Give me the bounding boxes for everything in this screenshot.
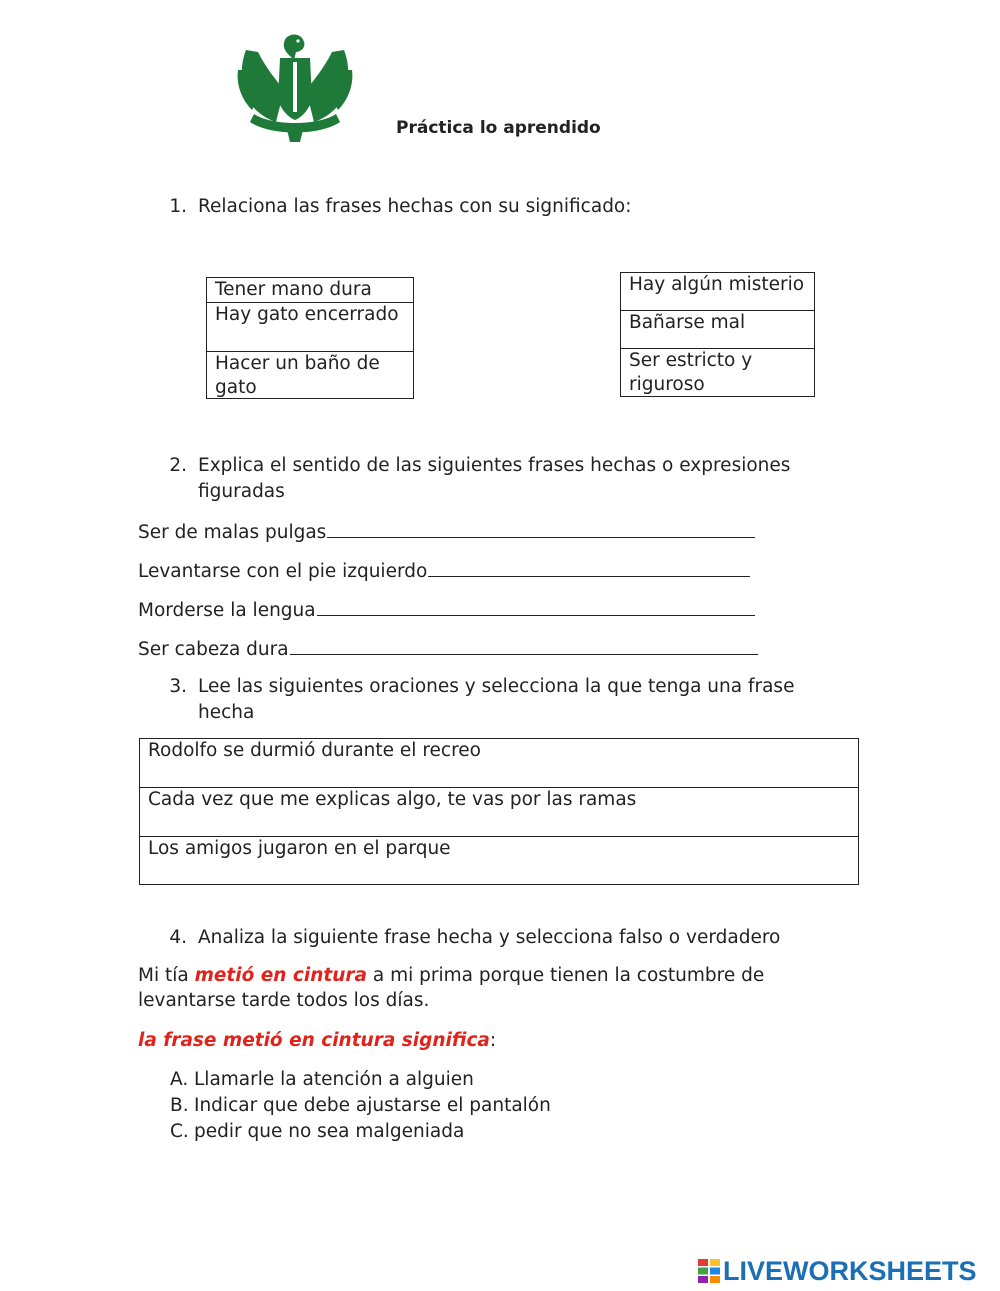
q2-phrase: Levantarse con el pie izquierdo (138, 561, 428, 582)
q3-number: 3. (169, 676, 187, 697)
q1-left-item[interactable]: Hay gato encerrado (207, 303, 413, 352)
q4-option-a[interactable] (170, 1067, 474, 1092)
q3-prompt-line1: Lee las siguientes oraciones y selecciona la que tenga una frase (198, 676, 795, 697)
q1-right-item[interactable]: Ser estricto y riguroso (629, 350, 753, 395)
q1-right-item[interactable]: Hay algún misterio (621, 273, 814, 311)
q4-number: 4. (169, 927, 187, 948)
eagle-crest-icon (236, 30, 354, 145)
q2-phrase: Ser de malas pulgas (138, 522, 327, 543)
q3-option[interactable]: Los amigos jugaron en el parque (148, 838, 451, 859)
q2-phrase: Ser cabeza dura (138, 639, 289, 660)
q2-answer-row (138, 558, 750, 584)
q3-option[interactable]: Cada vez que me explicas algo, te vas por las ramas (140, 788, 858, 837)
q4-sentence-line1 (138, 963, 764, 988)
q2-answer-line[interactable] (428, 558, 750, 577)
q4-prompt: Analiza la siguiente frase hecha y selecciona falso o verdadero (198, 927, 781, 948)
q4-meaning-text: la frase metió en cintura significa (138, 1030, 490, 1051)
q4-option-letter: B. (170, 1095, 189, 1116)
q1-number: 1. (169, 196, 187, 217)
q2-answer-row (138, 519, 755, 545)
q3-prompt-line2: hecha (198, 702, 255, 723)
q4-meaning-colon: : (489, 1030, 497, 1051)
q2-prompt-line2: figuradas (198, 481, 285, 502)
q4-option-b[interactable] (170, 1093, 551, 1118)
q2-number: 2. (169, 455, 187, 476)
q2-answer-line[interactable] (317, 597, 755, 616)
q1-left-item[interactable]: Hacer un baño de gato (215, 353, 380, 398)
q4-sentence-post: a mi prima porque tienen la costumbre de (367, 965, 765, 986)
liveworksheets-logo (698, 1257, 977, 1285)
q4-option-letter: A. (170, 1069, 189, 1090)
q2-prompt-line1: Explica el sentido de las siguientes frases hechas o expresiones (198, 455, 791, 476)
q4-meaning-label (138, 1028, 496, 1053)
q4-option-text: pedir que no sea malgeniada (194, 1121, 465, 1142)
q4-option-c[interactable] (170, 1119, 464, 1144)
school-logo (236, 30, 354, 145)
q4-sentence-pre: Mi tía (138, 965, 195, 986)
q3-options-table (139, 738, 859, 885)
q4-option-text: Indicar que debe ajustarse el pantalón (194, 1095, 551, 1116)
liveworksheets-brand: LIVEWORKSHEETS (723, 1255, 977, 1286)
q2-phrase: Morderse la lengua (138, 600, 316, 621)
q1-right-item[interactable]: Bañarse mal (621, 311, 814, 349)
q4-sentence-line2: levantarse tarde todos los días. (138, 990, 430, 1011)
q1-left-item[interactable]: Tener mano dura (207, 278, 413, 303)
q3-option[interactable]: Rodolfo se durmió durante el recreo (140, 739, 858, 788)
q4-highlight: metió en cintura (194, 965, 368, 986)
q2-answer-row (138, 636, 758, 662)
q1-left-table (206, 277, 414, 399)
q2-answer-line[interactable] (327, 519, 755, 538)
q2-answer-line[interactable] (290, 636, 758, 655)
q1-right-table (620, 272, 815, 397)
page-title: Práctica lo aprendido (396, 118, 601, 138)
liveworksheets-blocks-icon (698, 1259, 720, 1283)
q2-answer-row (138, 597, 755, 623)
q4-option-text: Llamarle la atención a alguien (194, 1069, 474, 1090)
q4-option-letter: C. (170, 1121, 189, 1142)
q1-prompt: Relaciona las frases hechas con su significado: (198, 196, 632, 217)
